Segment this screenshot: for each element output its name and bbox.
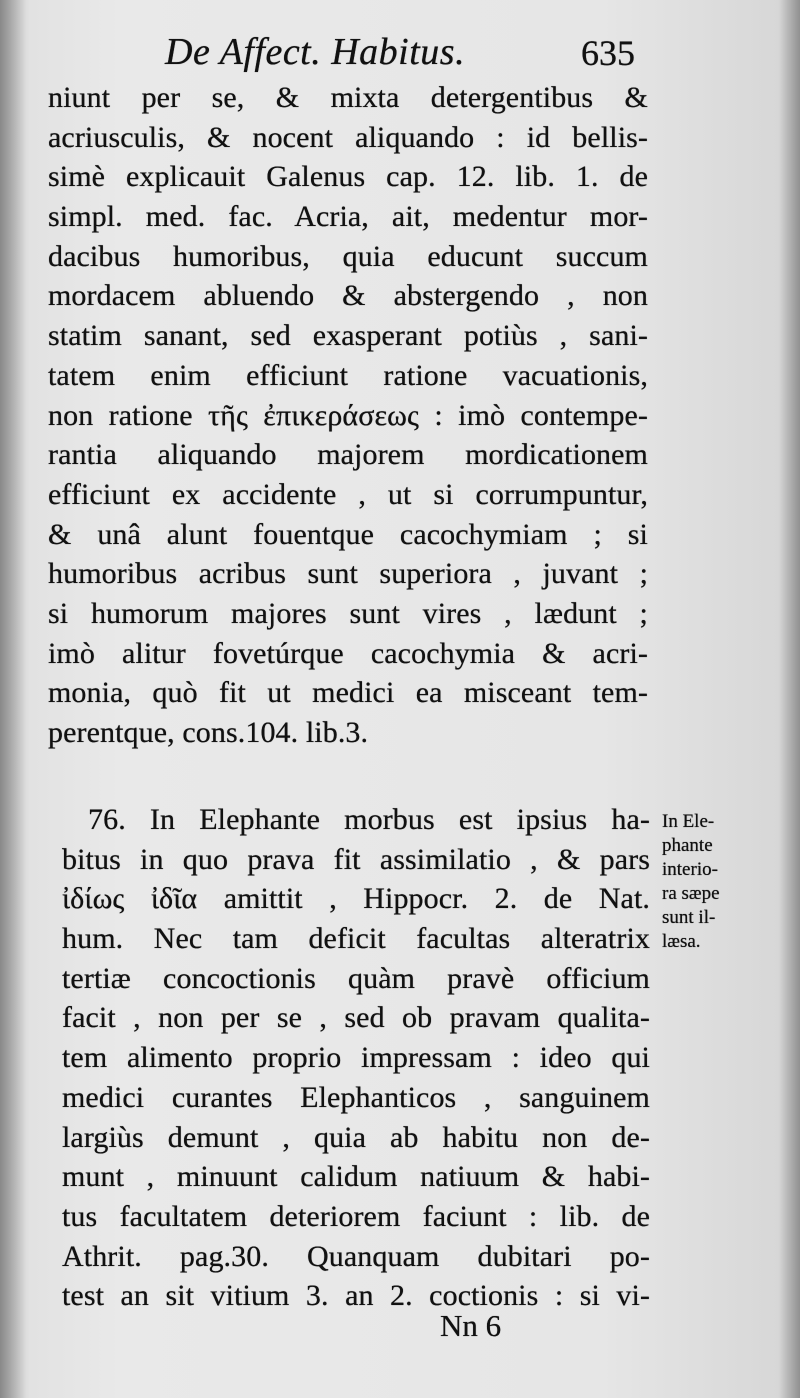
running-title: De Affect. Habitus. xyxy=(165,31,466,73)
text-line: dacibus humoribus, quia educunt succum xyxy=(48,239,648,273)
margin-note-line: In Ele- xyxy=(662,811,715,832)
text-line: mordacem abluendo & abstergendo , non xyxy=(48,279,648,313)
margin-note-line: phante xyxy=(662,835,713,856)
page-edge-shadow xyxy=(778,0,800,1398)
text-line: efficiunt ex accidente , ut si corrumpuntur, xyxy=(48,477,648,511)
text-line: tatem enim efficiunt ratione vacuationis, xyxy=(48,358,648,392)
text-line: rantia aliquando majorem mordicationem xyxy=(48,438,648,472)
text-line: simè explicauit Galenus cap. 12. lib. 1. de xyxy=(48,160,648,194)
text-line: monia, quò fit ut medici ea misceant tem- xyxy=(48,676,648,710)
text-line: acriusculis, & nocent aliquando : id bellis- xyxy=(48,120,648,154)
margin-note-line: læsa. xyxy=(662,931,701,952)
paragraph-2 xyxy=(62,800,650,1316)
text-line: tertiæ concoctionis quàm pravè officium xyxy=(62,961,650,995)
margin-note-line: interio- xyxy=(662,859,718,880)
page-header xyxy=(165,30,635,82)
text-line: 76. In Elephante morbus est ipsius ha- xyxy=(88,803,650,836)
text-line: ἰδίως ἰδῖα amittit , Hippocr. 2. de Nat. xyxy=(62,882,650,916)
text-line: tem alimento proprio impressam : ideo qui xyxy=(62,1041,650,1075)
text-line: niunt per se, & mixta detergentibus & xyxy=(48,81,648,114)
text-line: munt , minuunt calidum natiuum & habi- xyxy=(62,1160,650,1194)
text-line: simpl. med. fac. Acria, ait, medentur mor- xyxy=(48,200,648,234)
text-line: imò alitur fovetúrque cacochymia & acri- xyxy=(48,636,648,670)
text-line: facit , non per se , sed ob pravam qualita- xyxy=(62,1001,650,1035)
text-line: hum. Nec tam deficit facultas alteratrix xyxy=(62,922,650,956)
text-line: & unâ alunt fouentque cacochymiam ; si xyxy=(48,517,648,551)
text-line: tus facultatem deteriorem faciunt : lib. de xyxy=(62,1199,650,1233)
text-line: test an sit vitium 3. an 2. coctionis : si vi- xyxy=(62,1279,650,1313)
margin-note xyxy=(662,810,782,954)
text-line: non ratione τῆς ἐπικεράσεως : imò contempe- xyxy=(48,398,648,432)
page-number: 635 xyxy=(581,33,635,73)
spine-shadow xyxy=(0,0,26,1398)
text-line: bitus in quo prava fit assimilatio , & pars xyxy=(62,842,650,876)
paragraph-1 xyxy=(48,78,648,753)
signature-mark: Nn 6 xyxy=(440,1308,502,1343)
text-line: humoribus acribus sunt superiora , juvant ; xyxy=(48,557,648,591)
text-line: statim sanant, sed exasperant potiùs , sani- xyxy=(48,319,648,353)
text-line: si humorum majores sunt vires , lædunt ; xyxy=(48,596,648,630)
text-line: perentque, cons.104. lib.3. xyxy=(48,716,369,749)
text-line: medici curantes Elephanticos , sanguinem xyxy=(62,1080,650,1114)
margin-note-line: ra sæpe xyxy=(662,883,720,904)
margin-note-line: sunt il- xyxy=(662,907,716,928)
text-line: largiùs demunt , quia ab habitu non de- xyxy=(62,1120,650,1154)
text-line: Athrit. pag.30. Quanquam dubitari po- xyxy=(62,1239,650,1273)
